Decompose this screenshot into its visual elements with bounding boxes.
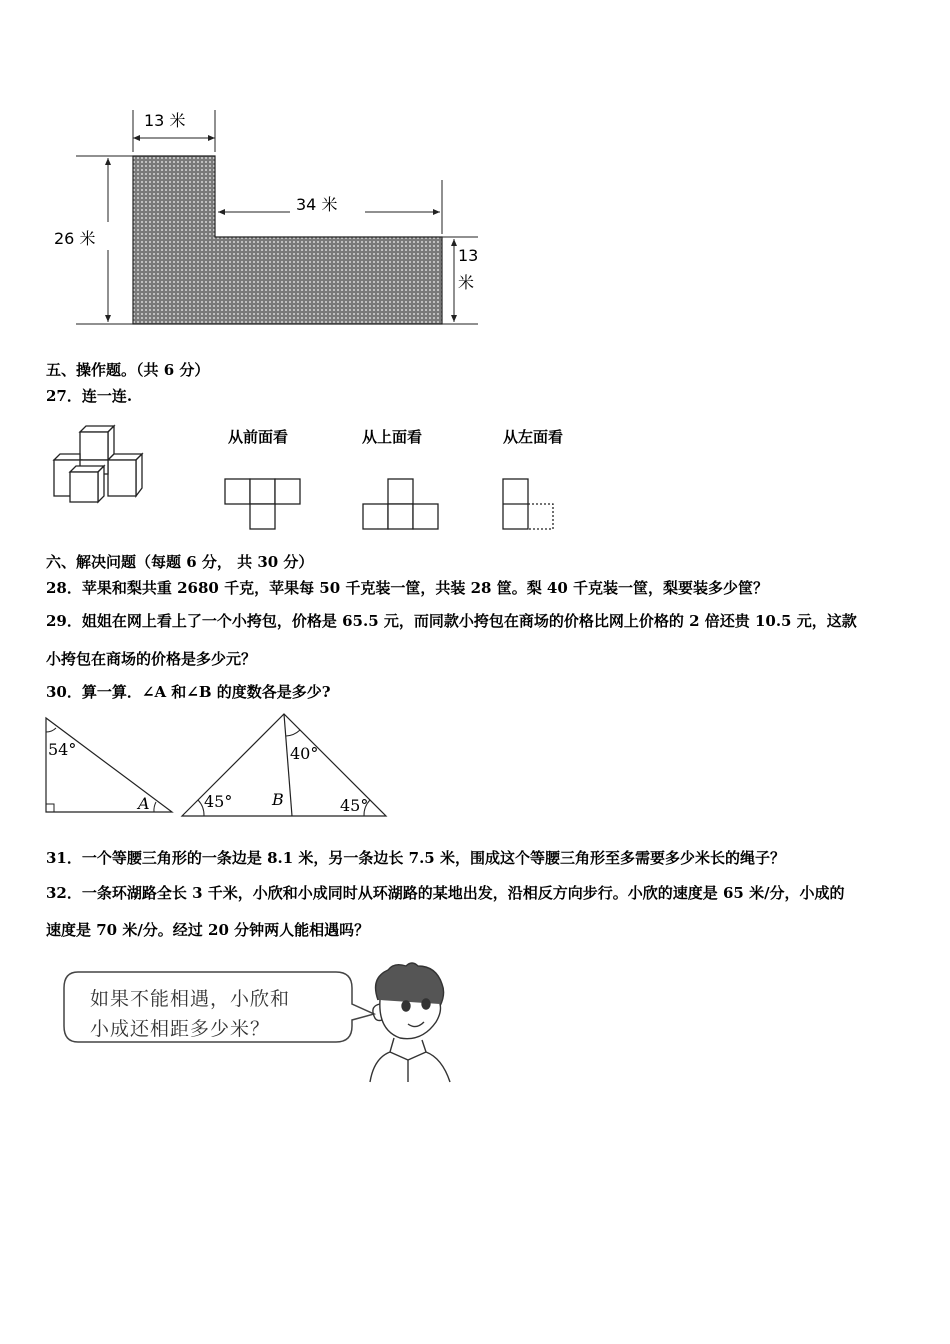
view-left-label: 从左面看: [503, 428, 564, 446]
view-top-shape: [362, 478, 442, 530]
question-29-line2: 小挎包在商场的价格是多少元？: [46, 650, 257, 668]
l-shape-area: [133, 156, 442, 324]
question-29-line1: 29．姐姐在网上看上了一个小挎包，价格是 65.5 元，而同款小挎包在商场的价格比网上价格的 2 倍还贵 10.5 元，这款: [46, 612, 857, 630]
speech-line-2: 小成还相距多少米？: [90, 1018, 271, 1040]
triangle-2-left-angle: 45°: [204, 792, 233, 811]
view-left-shape: [502, 478, 554, 530]
question-27: 27．连一连.: [46, 387, 133, 405]
speech-line-1: 如果不能相遇，小欣和: [90, 988, 291, 1010]
dim-right-label-unit: 米: [458, 273, 475, 292]
boy-illustration: [360, 960, 460, 1085]
dim-middle-label: 34 米: [296, 195, 338, 214]
question-28: 28．苹果和梨共重 2680 千克，苹果每 50 千克装一筐，共装 28 筐。梨 40 千克装一筐，梨要装多少筐？: [46, 579, 769, 597]
view-front-label: 从前面看: [228, 428, 289, 446]
triangle-2-right-angle: 45°: [340, 796, 369, 815]
section6-heading: 六、解决问题（每题 6 分， 共 30 分）: [46, 553, 314, 571]
question-32-line2: 速度是 70 米/分。经过 20 分钟两人能相遇吗？: [46, 921, 370, 939]
view-top-label: 从上面看: [362, 428, 423, 446]
dim-top-label: 13 米: [144, 111, 186, 130]
triangle-1: [40, 712, 180, 818]
section5-heading: 五、操作题。（共 6 分）: [46, 361, 210, 379]
triangle-1-angle: 54°: [48, 740, 77, 759]
cube-stack-figure: [50, 424, 160, 506]
question-32-line1: 32．一条环湖路全长 3 千米，小欣和小成同时从环湖路的某地出发，沿相反方向步行。小欣的速度是 65 米/分，小成的: [46, 884, 845, 902]
triangle-2-label-b: B: [272, 790, 284, 809]
question-30: 30．算一算．∠A 和∠B 的度数各是多少?: [46, 683, 331, 701]
triangle-1-label-a: A: [138, 794, 150, 813]
question-31: 31．一个等腰三角形的一条边是 8.1 米，另一条边长 7.5 米，围成这个等腰三角形至多需要多少米长的绳子？: [46, 849, 785, 867]
dim-left-label: 26 米: [54, 229, 96, 248]
l-shape-figure: [40, 100, 490, 335]
triangle-2-top-angle: 40°: [290, 744, 319, 763]
dim-right-label-num: 13: [458, 246, 479, 265]
view-front-shape: [224, 478, 304, 530]
